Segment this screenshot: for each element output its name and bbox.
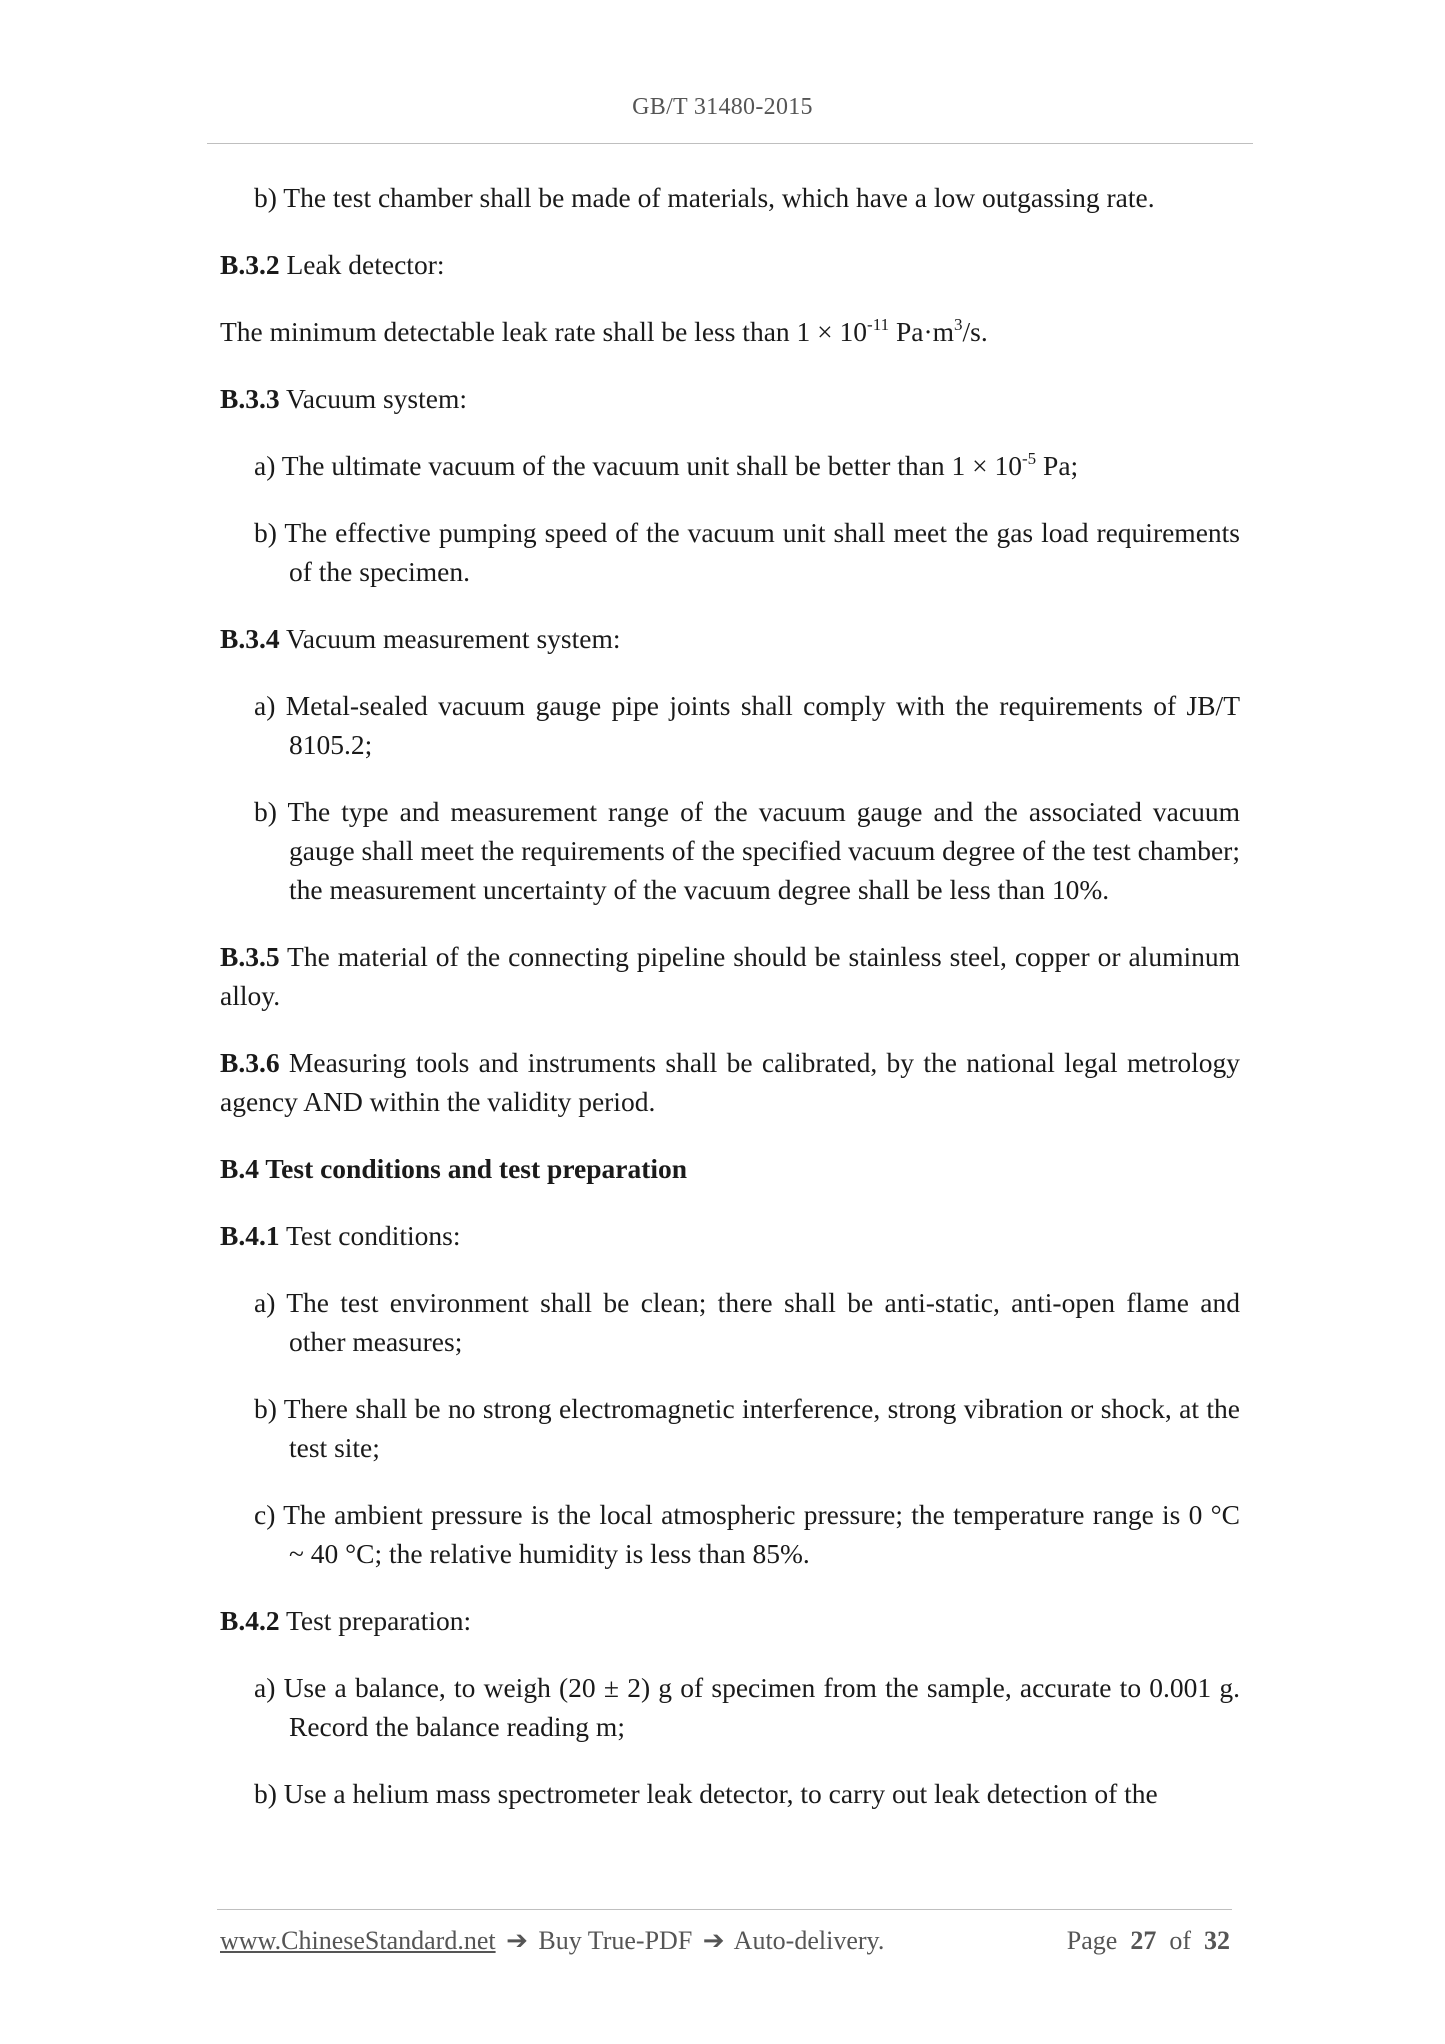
section-b42 — [220, 1601, 1240, 1640]
section-b33 — [220, 379, 1240, 418]
section-number: B.3.5 — [220, 941, 280, 972]
page-number-indicator — [1067, 1926, 1230, 1956]
leak-rate-unit: Pa·m — [889, 316, 955, 347]
website-link[interactable]: www.ChineseStandard.net — [220, 1926, 496, 1955]
paragraph-leak-rate — [220, 312, 1240, 351]
section-number: B.3.2 — [220, 249, 280, 280]
leak-rate-text: The minimum detectable leak rate shall be less than 1 × 10 — [220, 316, 868, 347]
list-item-b34a: a) Metal-sealed vacuum gauge pipe joints shall comply with the requirements of JB/T 8105.2; — [254, 690, 1240, 760]
section-number: B.3.6 — [220, 1047, 280, 1078]
arrow-right-icon: ➔ — [702, 1926, 725, 1955]
leak-rate-unit-exponent: 3 — [954, 315, 963, 334]
footer-promo — [220, 1926, 884, 1956]
current-page-number: 27 — [1130, 1926, 1157, 1955]
page-label: Page — [1066, 1926, 1118, 1955]
ultimate-vacuum-text: a) The ultimate vacuum of the vacuum unit shall be better than 1 × 10 — [254, 450, 1022, 481]
section-b41 — [220, 1216, 1240, 1255]
section-b36 — [220, 1043, 1240, 1121]
list-item-b41b: b) There shall be no strong electromagnetic interference, strong vibration or shock, at the test site; — [254, 1393, 1240, 1463]
section-number: B.3.3 — [220, 383, 280, 414]
total-pages: 32 — [1204, 1926, 1230, 1955]
ultimate-vacuum-unit: Pa; — [1036, 450, 1079, 481]
list-item-b33b: b) The effective pumping speed of the vacuum unit shall meet the gas load requirements of the specimen. — [254, 517, 1240, 587]
heading-b4: B.4 Test conditions and test preparation — [220, 1153, 688, 1184]
section-text: Test conditions: — [285, 1220, 461, 1251]
section-number: B.3.4 — [220, 623, 280, 654]
section-text: Measuring tools and instruments shall be calibrated, by the national legal metrology agency AND within the validity period. — [220, 1047, 1240, 1117]
list-item-b42b: b) Use a helium mass spectrometer leak detector, to carry out leak detection of the — [254, 1778, 1158, 1809]
paragraph-b31b: b) The test chamber shall be made of materials, which have a low outgassing rate. — [254, 182, 1155, 213]
ultimate-vacuum-exponent: -5 — [1021, 449, 1037, 468]
header-divider — [207, 143, 1253, 144]
auto-delivery-text: Auto-delivery. — [733, 1926, 885, 1955]
section-number: B.4.1 — [220, 1220, 280, 1251]
arrow-right-icon: ➔ — [506, 1926, 528, 1955]
list-item-b42a: a) Use a balance, to weigh (20 ± 2) g of specimen from the sample, accurate to 0.001 g. Record the balance reading m; — [254, 1672, 1240, 1742]
list-item-b41a: a) The test environment shall be clean; there shall be anti-static, anti-open flame and other measures; — [254, 1287, 1240, 1357]
document-header: GB/T 31480-2015 — [632, 94, 813, 120]
leak-rate-exponent: -11 — [867, 315, 890, 334]
page-content — [220, 178, 1240, 1813]
section-number: B.4.2 — [220, 1605, 280, 1636]
buy-true-pdf-text: Buy True-PDF — [538, 1926, 693, 1955]
section-text: Vacuum measurement system: — [285, 623, 621, 654]
section-b35 — [220, 937, 1240, 1015]
section-b32 — [220, 245, 1240, 284]
of-label: of — [1169, 1926, 1191, 1955]
section-text: Vacuum system: — [285, 383, 468, 414]
section-text: Test preparation: — [285, 1605, 472, 1636]
section-text: Leak detector: — [286, 249, 445, 280]
section-b34 — [220, 619, 1240, 658]
leak-rate-unit-end: /s. — [962, 316, 988, 347]
footer-divider — [217, 1909, 1232, 1910]
section-text: The material of the connecting pipeline should be stainless steel, copper or aluminum alloy. — [220, 941, 1240, 1011]
list-item-b41c: c) The ambient pressure is the local atmospheric pressure; the temperature range is 0 °C ~ 40 °C; the relative humidity is less than 85%. — [254, 1499, 1240, 1569]
list-item-b34b: b) The type and measurement range of the vacuum gauge and the associated vacuum gauge shall meet the requirements of the specified vacuum degree of the test chamber; the measurement uncertainty of the vacuum degree shall be less than 10%. — [254, 796, 1240, 905]
list-item-b33a — [254, 446, 1240, 485]
